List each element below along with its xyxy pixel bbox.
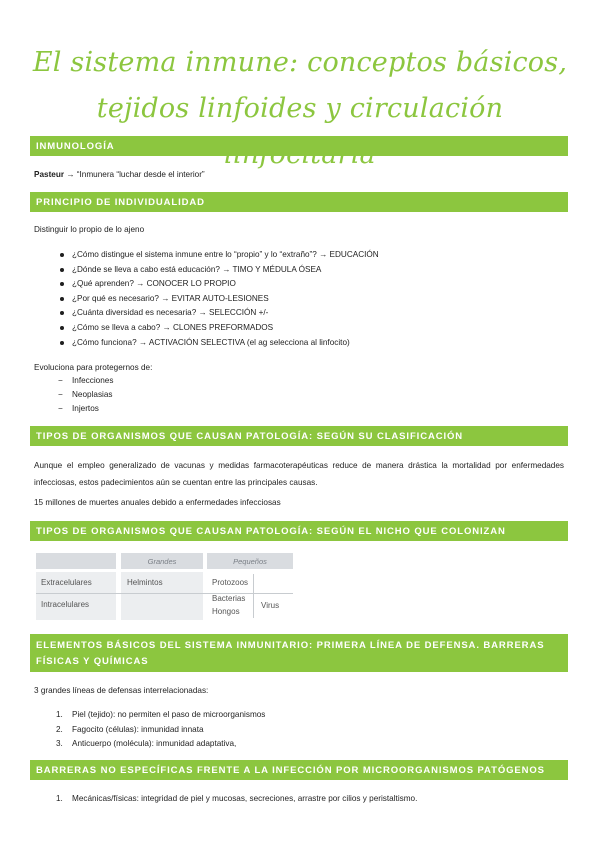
list-number: 1. [56, 710, 63, 719]
protection-dash-list [58, 374, 113, 416]
barrier-numbered-list [56, 792, 417, 807]
list-item: ¿Por qué es necesario? → EVITAR AUTO-LESIONES [60, 292, 379, 307]
table-cell-hongos: Hongos [212, 607, 240, 616]
table-col-divider [253, 574, 254, 618]
pasteur-text: → “Inmunera “luchar desde el interior” [64, 170, 205, 179]
pasteur-line [34, 169, 205, 181]
defense-numbered-list [56, 708, 265, 752]
evoluciona-line: Evoluciona para protegernos de: [34, 363, 153, 372]
list-text: Piel (tejido): no permiten el paso de microorganismos [72, 710, 266, 719]
table-row-intracelulares: Intracelulares [41, 600, 90, 609]
table-header-pequenos: Pequeños [207, 553, 293, 569]
table-cell-virus: Virus [261, 601, 280, 610]
list-text: Fagocito (células): inmunidad innata [72, 724, 204, 734]
section-heading-elementos: ELEMENTOS BÁSICOS DEL SISTEMA INMUNITARIO: PRIMERA LÍNEA DE DEFENSA. BARRERAS FÍSICAS Y QUÍMICAS [30, 634, 568, 672]
page-title: El sistema inmune: conceptos básicos, tejidos linfoides y circulación [32, 47, 568, 124]
list-item: − Neoplasias [58, 388, 113, 402]
list-number: 1. [56, 794, 63, 803]
list-item: ¿Cuánta diversidad es necesaria? → SELECCIÓN +/- [60, 306, 379, 321]
list-item: − Infecciones [58, 374, 113, 388]
section-heading-individualidad: PRINCIPIO DE INDIVIDUALIDAD [30, 192, 568, 212]
list-item [56, 723, 265, 738]
table-row-extracelulares: Extracelulares [41, 578, 92, 587]
table-row-divider [36, 593, 293, 594]
table-header-blank [36, 553, 116, 569]
list-item [56, 737, 265, 752]
section-heading-nicho: TIPOS DE ORGANISMOS QUE CAUSAN PATOLOGÍA: SEGÚN EL NICHO QUE COLONIZAN [30, 521, 568, 541]
clasificacion-paragraph: Aunque el empleo generalizado de vacunas y medidas farmacoterapéuticas reduce de manera drástica la mortalidad por enfermedades infecciosas, estos padecimientos aún se cuentan entre las principales causas. [34, 461, 564, 487]
list-item: − Injertos [58, 402, 113, 416]
list-number: 2. [56, 724, 63, 734]
list-item: ¿Cómo se lleva a cabo? → CLONES PREFORMADOS [60, 321, 379, 336]
list-item: ¿Dónde se lleva a cabo está educación? → TIMO Y MÉDULA ÓSEA [60, 263, 379, 278]
lineas-defensa-intro: 3 grandes líneas de defensas interrelacionadas: [34, 686, 209, 695]
mortality-stat: 15 millones de muertes anuales debido a enfermedades infecciosas [34, 498, 281, 507]
list-item [56, 792, 417, 807]
list-text: Anticuerpo (molécula): inmunidad adaptativa, [72, 739, 237, 749]
list-text: Mecánicas/físicas: integridad de piel y mucosas, secreciones, arrastre por cilios y peristaltismo. [72, 794, 418, 803]
list-number: 3. [56, 739, 63, 749]
list-item: ¿Cómo distingue el sistema inmune entre lo “propio” y lo “extraño”? → EDUCACIÓN [60, 248, 379, 263]
section-heading-clasificacion: TIPOS DE ORGANISMOS QUE CAUSAN PATOLOGÍA: SEGÚN SU CLASIFICACIÓN [30, 426, 568, 446]
table-cell-helmintos: Helmintos [127, 578, 163, 587]
table-cell-protozoos: Protozoos [212, 578, 249, 587]
table-header-grandes: Grandes [121, 553, 203, 569]
individualidad-intro: Distinguir lo propio de lo ajeno [34, 225, 145, 234]
list-item [56, 708, 265, 723]
table-cell-bacterias: Bacterias [212, 594, 246, 603]
list-item: ¿Qué aprenden? → CONOCER LO PROPIO [60, 277, 379, 292]
pasteur-label: Pasteur [34, 170, 65, 179]
section-heading-barreras: BARRERAS NO ESPECÍFICAS FRENTE A LA INFECCIÓN POR MICROORGANISMOS PATÓGENOS [30, 760, 568, 780]
section-heading-inmunologia: INMUNOLOGÍA [30, 136, 568, 156]
list-item: ¿Cómo funciona? → ACTIVACIÓN SELECTIVA (el ag selecciona al linfocito) [60, 336, 379, 351]
individualidad-bullet-list [60, 248, 379, 350]
